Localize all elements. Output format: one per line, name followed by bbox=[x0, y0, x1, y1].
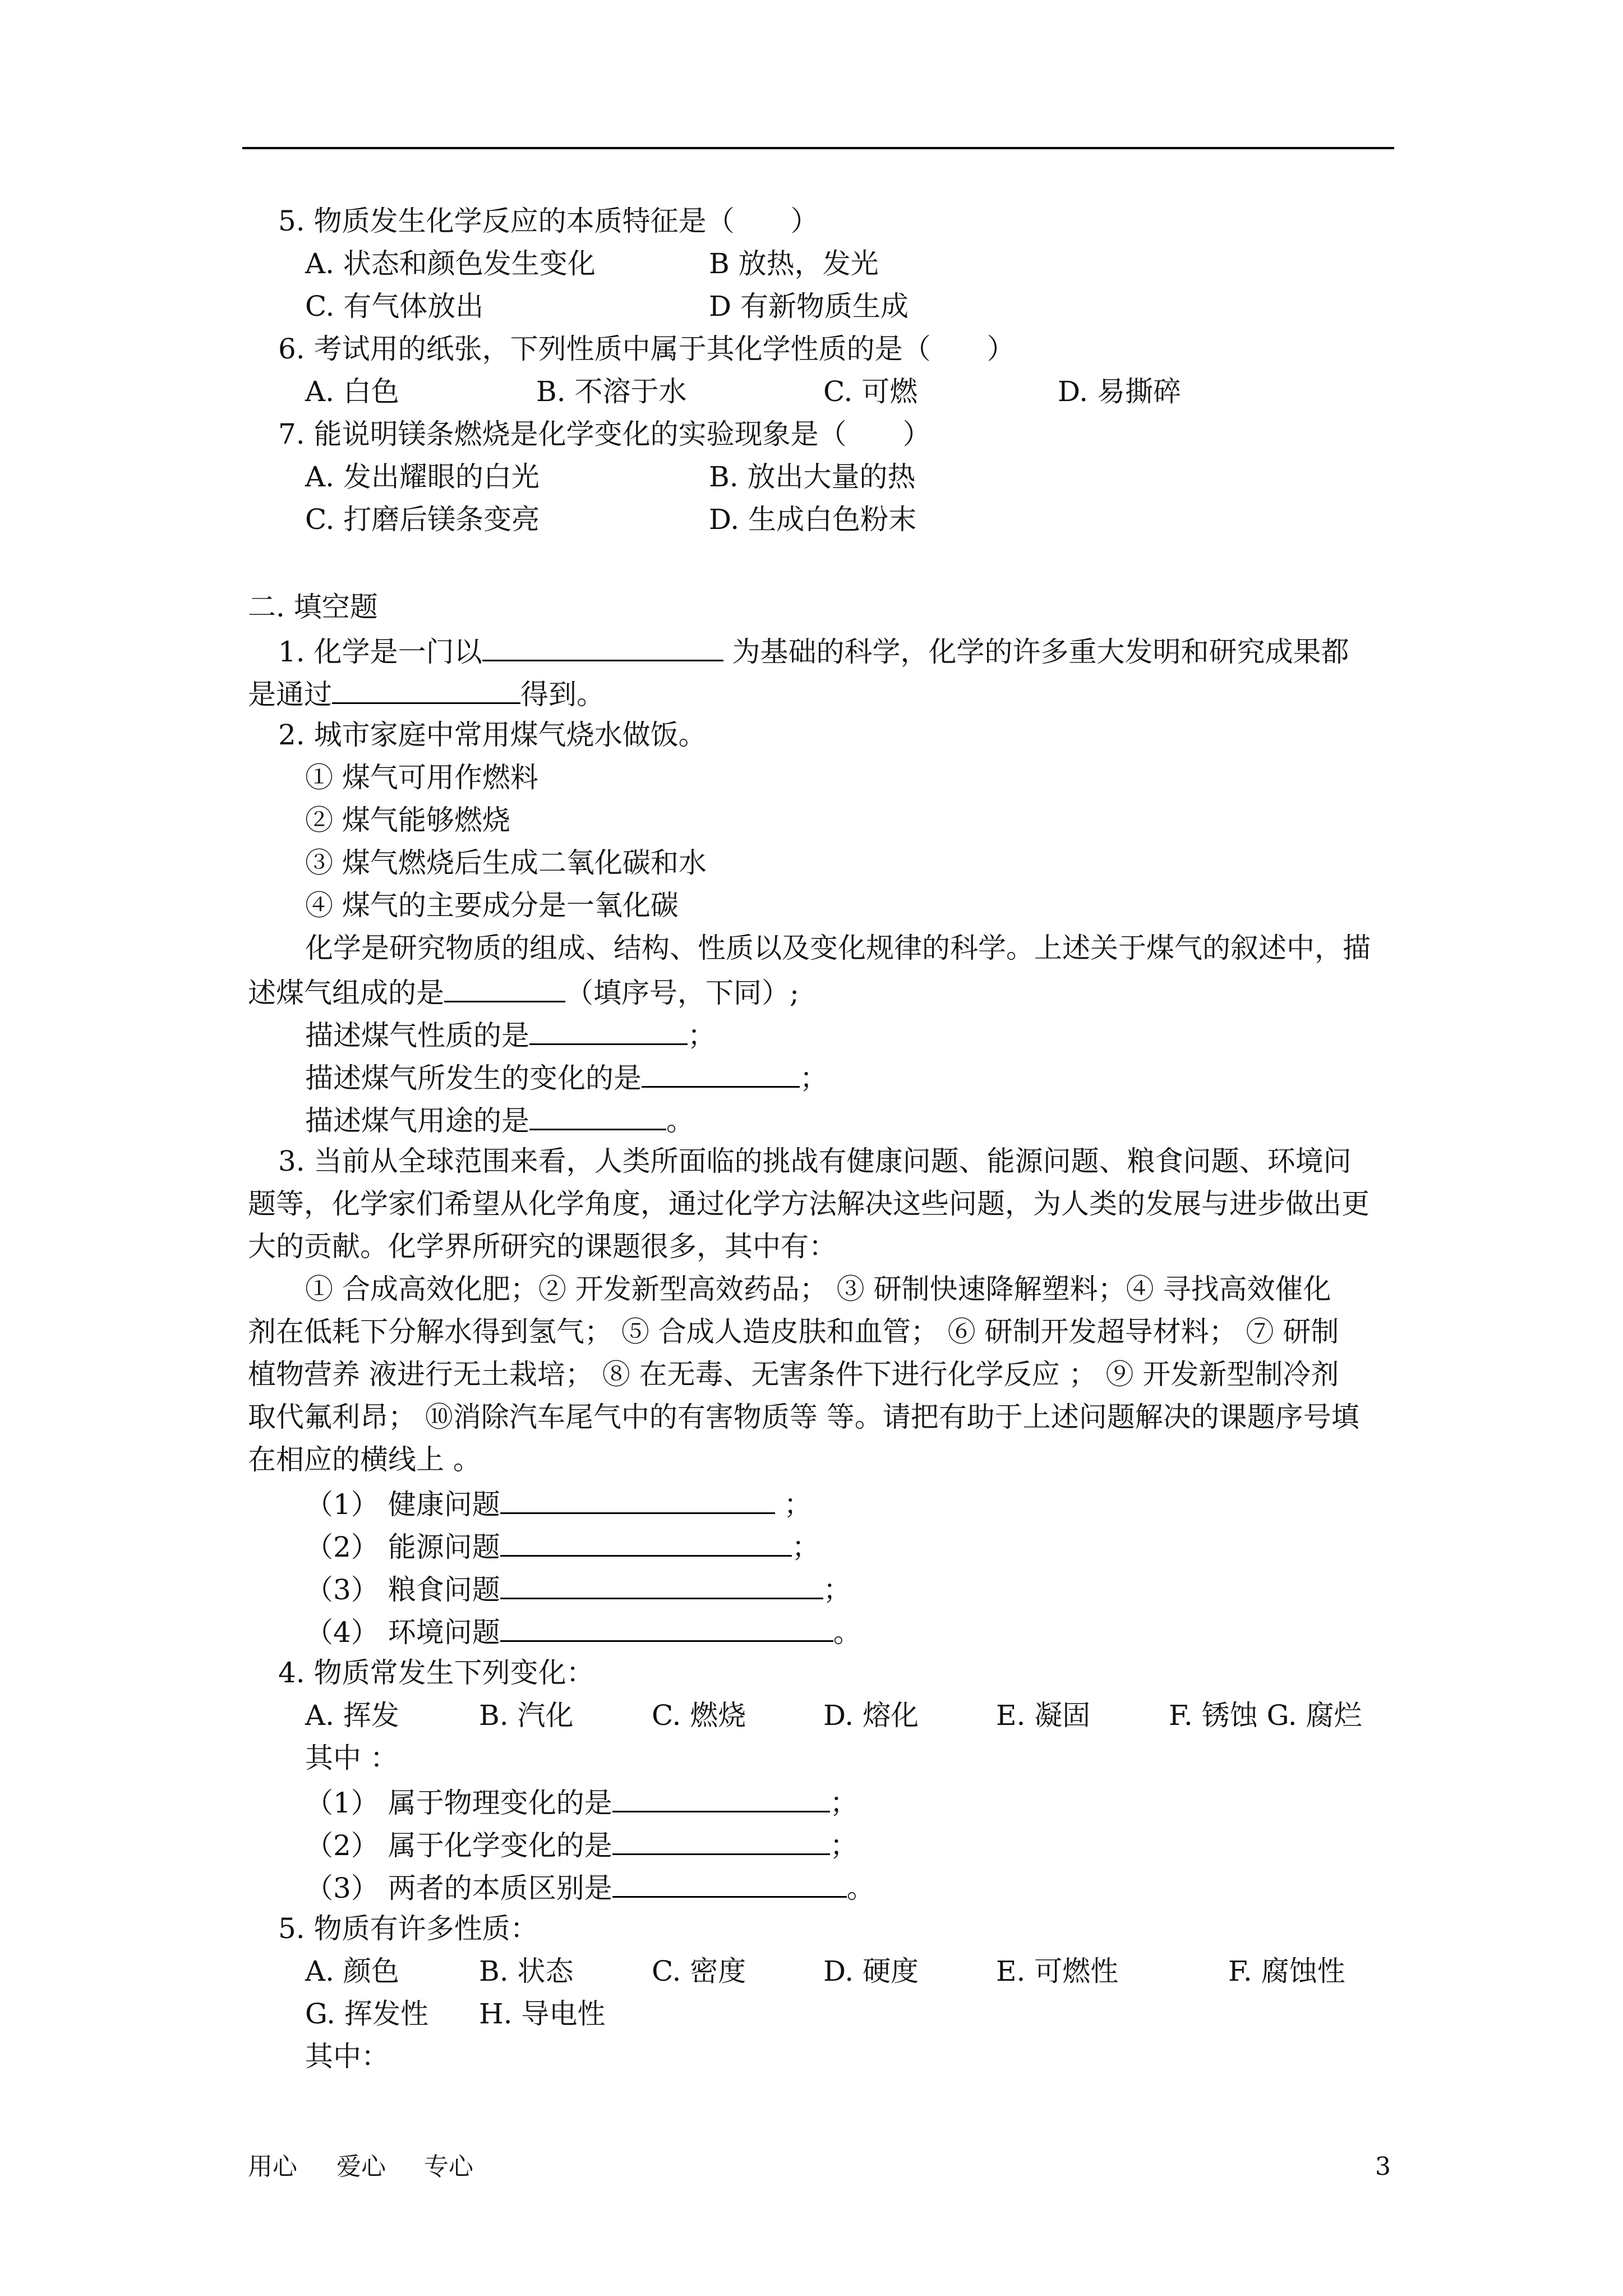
mc-q6-option-b: B. 不溶于水 bbox=[536, 375, 687, 408]
answer-blank[interactable] bbox=[529, 1101, 666, 1130]
footer-motto-3: 专心 bbox=[424, 2152, 473, 2181]
fill-q5-option: B. 状态 bbox=[479, 1955, 574, 1987]
fill-q5-option: C. 密度 bbox=[652, 1955, 746, 1987]
mc-q6-option-a: A. 白色 bbox=[305, 375, 399, 408]
fill-q4-physical-line: （1） 属于物理变化的是 ； bbox=[305, 1783, 858, 1821]
fill-q3-line-2: 题等，化学家们希望从化学角度，通过化学方法解决这些问题，为人类的发展与进步做出更 bbox=[248, 1188, 1370, 1220]
fill-q2-composition-line: 述煤气组成的是 （填序号，下同）; bbox=[248, 973, 799, 1011]
fill-q2-change-line: 描述煤气所发生的变化的是 ； bbox=[305, 1058, 828, 1096]
mc-q7-option-c: C. 打磨后镁条变亮 bbox=[305, 503, 540, 536]
fill-q4-option: B. 汽化 bbox=[479, 1699, 574, 1732]
answer-blank[interactable] bbox=[500, 1570, 823, 1599]
answer-blank[interactable] bbox=[500, 1612, 833, 1642]
footer-motto-2: 爱心 bbox=[336, 2152, 386, 2181]
fill-q3-food-line: （3） 粮食问题 ； bbox=[305, 1570, 851, 1608]
fill-q2-stem: 2. 城市家庭中常用煤气烧水做饭。 bbox=[278, 719, 707, 751]
fill-q2-item-3: ③ 煤气燃烧后生成二氧化碳和水 bbox=[305, 846, 707, 879]
mc-q6-stem: 6. 考试用的纸张，下列性质中属于其化学性质的是（ ） bbox=[278, 333, 1015, 365]
mc-q5-option-c: C. 有气体放出 bbox=[305, 290, 484, 323]
fill-q2-property-line: 描述煤气性质的是 ； bbox=[305, 1015, 716, 1053]
mc-q5-option-d: D 有新物质生成 bbox=[709, 290, 909, 323]
fill-q2-use-line: 描述煤气用途的是 。 bbox=[305, 1101, 694, 1139]
fill-q3-line-6: 植物营养 液进行无土栽培； ⑧ 在无毒、无害条件下进行化学反应 ； ⑨ 开发新型制冷剂 bbox=[248, 1358, 1339, 1391]
mc-q5-stem: 5. 物质发生化学反应的本质特征是（ ） bbox=[278, 205, 819, 237]
fill-q1-line1: 1. 化学是一门以 为基础的科学，化学的许多重大发明和研究成果都 bbox=[278, 632, 1349, 670]
fill-q3-line-5: 剂在低耗下分解水得到氢气； ⑤ 合成人造皮肤和血管； ⑥ 研制开发超导材料； ⑦ 研制 bbox=[248, 1315, 1339, 1348]
fill-q3-line-4: ① 合成高效化肥；② 开发新型高效药品； ③ 研制快速降解塑料；④ 寻找高效催化 bbox=[305, 1273, 1331, 1305]
answer-blank[interactable] bbox=[482, 632, 723, 661]
answer-blank[interactable] bbox=[612, 1783, 830, 1812]
section-title: 二. 填空题 bbox=[248, 591, 378, 623]
fill-q5-stem: 5. 物质有许多性质： bbox=[278, 1912, 538, 1945]
fill-q3-health-line: （1） 健康问题 ； bbox=[305, 1484, 812, 1522]
fill-q2-item-1: ① 煤气可用作燃料 bbox=[305, 761, 538, 794]
fill-q3-line-3: 大的贡献。化学界所研究的课题很多，其中有： bbox=[248, 1230, 837, 1263]
fill-q4-option: D. 熔化 bbox=[823, 1699, 919, 1732]
fill-q5-option: D. 硬度 bbox=[823, 1955, 919, 1987]
mc-q6-option-d: D. 易撕碎 bbox=[1058, 375, 1182, 408]
header-rule bbox=[242, 147, 1394, 149]
mc-q7-option-d: D. 生成白色粉末 bbox=[709, 503, 917, 536]
fill-q4-stem: 4. 物质常发生下列变化： bbox=[278, 1657, 594, 1689]
answer-blank[interactable] bbox=[332, 674, 520, 704]
fill-q3-line-7: 取代氟利昂； ⑩消除汽车尾气中的有害物质等 等。请把有助于上述问题解决的课题序号填 bbox=[248, 1401, 1359, 1433]
fill-q2-item-4: ④ 煤气的主要成分是一氧化碳 bbox=[305, 889, 679, 922]
answer-blank[interactable] bbox=[612, 1825, 830, 1855]
fill-q3-line-1: 3. 当前从全球范围来看，人类所面临的挑战有健康问题、能源问题、粮食问题、环境问 bbox=[278, 1145, 1352, 1177]
footer-motto-1: 用心 bbox=[248, 2152, 297, 2181]
fill-q5-option: A. 颜色 bbox=[305, 1955, 399, 1987]
answer-blank[interactable] bbox=[500, 1527, 792, 1557]
fill-q2-item-2: ② 煤气能够燃烧 bbox=[305, 804, 510, 836]
mc-q5-option-a: A. 状态和颜色发生变化 bbox=[305, 247, 596, 280]
fill-q4-option: C. 燃烧 bbox=[652, 1699, 746, 1732]
answer-blank[interactable] bbox=[612, 1868, 847, 1898]
fill-q5-option: G. 挥发性 bbox=[305, 1998, 428, 2030]
mc-q7-option-a: A. 发出耀眼的白光 bbox=[305, 461, 540, 493]
fill-q3-line-8: 在相应的横线上 。 bbox=[248, 1443, 481, 1476]
fill-q4-option: E. 凝固 bbox=[996, 1699, 1091, 1732]
page-number: 3 bbox=[1375, 2152, 1391, 2181]
answer-blank[interactable] bbox=[529, 1015, 688, 1045]
fill-q3-energy-line: （2） 能源问题 ； bbox=[305, 1527, 820, 1565]
fill-q5-option: F. 腐蚀性 bbox=[1228, 1955, 1345, 1987]
mc-q6-option-c: C. 可燃 bbox=[823, 375, 918, 408]
answer-blank[interactable] bbox=[642, 1058, 800, 1088]
answer-blank[interactable] bbox=[444, 973, 565, 1002]
fill-q5-option: E. 可燃性 bbox=[996, 1955, 1119, 1987]
fill-q3-environment-line: （4） 环境问题 。 bbox=[305, 1612, 861, 1650]
fill-q4-option: F. 锈蚀 G. 腐烂 bbox=[1169, 1699, 1362, 1732]
fill-q2-paragraph: 化学是研究物质的组成、结构、性质以及变化规律的科学。上述关于煤气的叙述中，描 bbox=[305, 932, 1371, 964]
fill-q4-chemical-line: （2） 属于化学变化的是 ； bbox=[305, 1825, 858, 1864]
fill-q1-line2: 是通过 得到。 bbox=[248, 674, 605, 712]
fill-q4-difference-line: （3） 两者的本质区别是 。 bbox=[305, 1868, 875, 1906]
mc-q7-stem: 7. 能说明镁条燃烧是化学变化的实验现象是（ ） bbox=[278, 418, 931, 450]
fill-q5-option: H. 导电性 bbox=[479, 1998, 606, 2030]
fill-q4-among: 其中 ： bbox=[305, 1742, 398, 1774]
fill-q4-option: A. 挥发 bbox=[305, 1699, 399, 1732]
mc-q5-option-b: B 放热，发光 bbox=[709, 247, 879, 280]
answer-blank[interactable] bbox=[500, 1484, 775, 1514]
mc-q7-option-b: B. 放出大量的热 bbox=[709, 461, 916, 493]
fill-q5-among: 其中： bbox=[305, 2040, 389, 2073]
